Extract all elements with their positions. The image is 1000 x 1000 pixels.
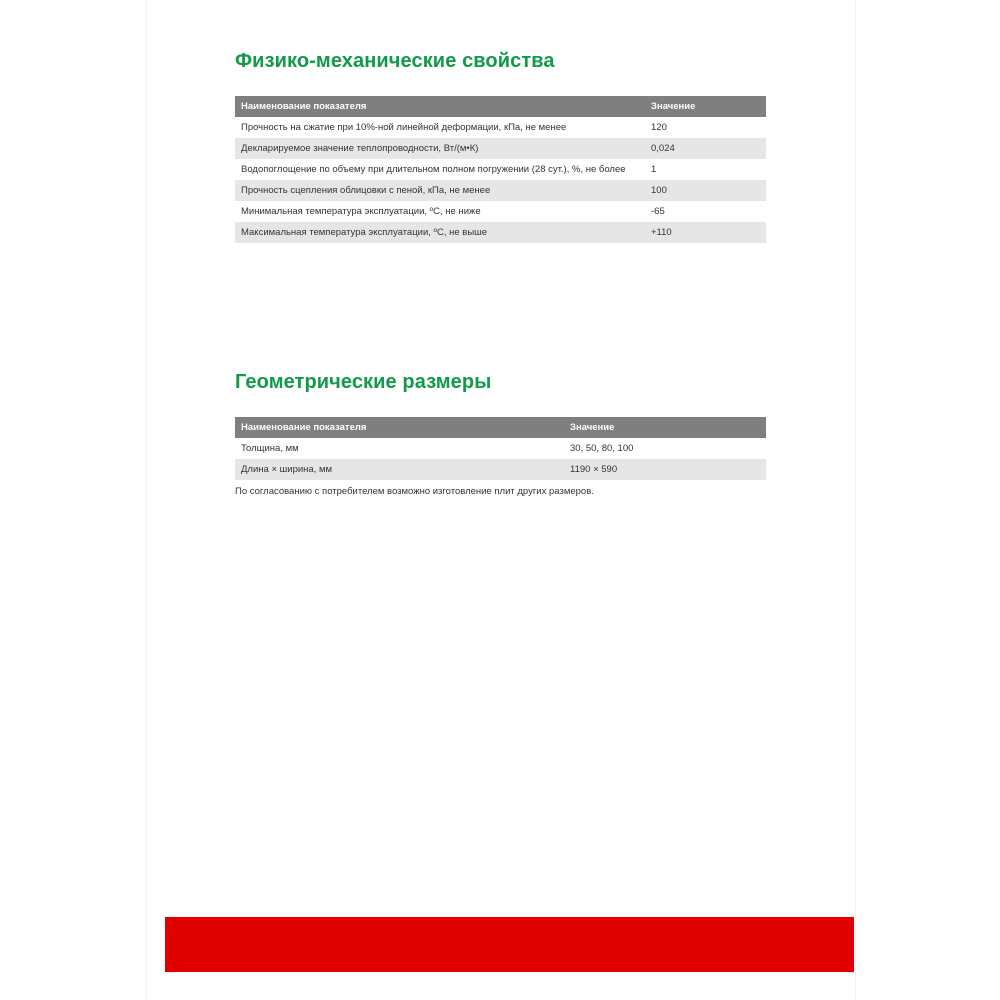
table-row bbox=[235, 201, 766, 222]
column-header-value: Значение bbox=[564, 417, 766, 438]
row-value: 30, 50, 80, 100 bbox=[570, 443, 634, 454]
row-name: Прочность на сжатие при 10%-ной линейной деформации, кПа, не менее bbox=[241, 122, 567, 133]
row-value: 100 bbox=[645, 180, 766, 201]
column-header-name: Наименование показателя bbox=[235, 96, 645, 117]
table-row bbox=[235, 180, 766, 201]
table-row bbox=[235, 438, 766, 459]
row-value: 0,024 bbox=[645, 138, 766, 159]
row-name: Минимальная температура эксплуатации, ºС, не ниже bbox=[241, 206, 481, 217]
row-name: Прочность сцепления облицовки с пеной, кПа, не менее bbox=[235, 180, 645, 201]
row-name: Максимальная температура эксплуатации, ºС, не выше bbox=[235, 222, 645, 243]
table-header-row bbox=[235, 96, 766, 117]
row-name: Толщина, мм bbox=[241, 443, 299, 454]
footer-red-band bbox=[165, 917, 854, 972]
table-row bbox=[235, 222, 766, 243]
column-header-name: Наименование показателя bbox=[235, 417, 564, 438]
row-value: 1190 × 590 bbox=[564, 459, 766, 480]
row-value: 120 bbox=[651, 122, 667, 133]
row-name: Длина × ширина, мм bbox=[235, 459, 564, 480]
row-name: Декларируемое значение теплопроводности, Вт/(м•К) bbox=[235, 138, 645, 159]
table-row bbox=[235, 117, 766, 138]
table-row bbox=[235, 159, 766, 180]
section-title-geometry: Геометрические размеры bbox=[235, 371, 492, 393]
row-value: -65 bbox=[651, 206, 665, 217]
table-header-row bbox=[235, 417, 766, 438]
row-name: Водопоглощение по объему при длительном полном погружении (28 сут.), %, не более bbox=[241, 164, 626, 175]
table-row bbox=[235, 138, 766, 159]
physical-properties-table bbox=[235, 96, 766, 243]
row-value: 1 bbox=[651, 164, 657, 175]
geometry-table bbox=[235, 417, 766, 480]
table-row bbox=[235, 459, 766, 480]
row-value: +110 bbox=[645, 222, 766, 243]
geometry-footnote: По согласованию с потребителем возможно изготовление плит других размеров. bbox=[235, 486, 594, 497]
section-title-physical-properties: Физико-механические свойства bbox=[235, 50, 555, 72]
column-header-value: Значение bbox=[645, 96, 766, 117]
